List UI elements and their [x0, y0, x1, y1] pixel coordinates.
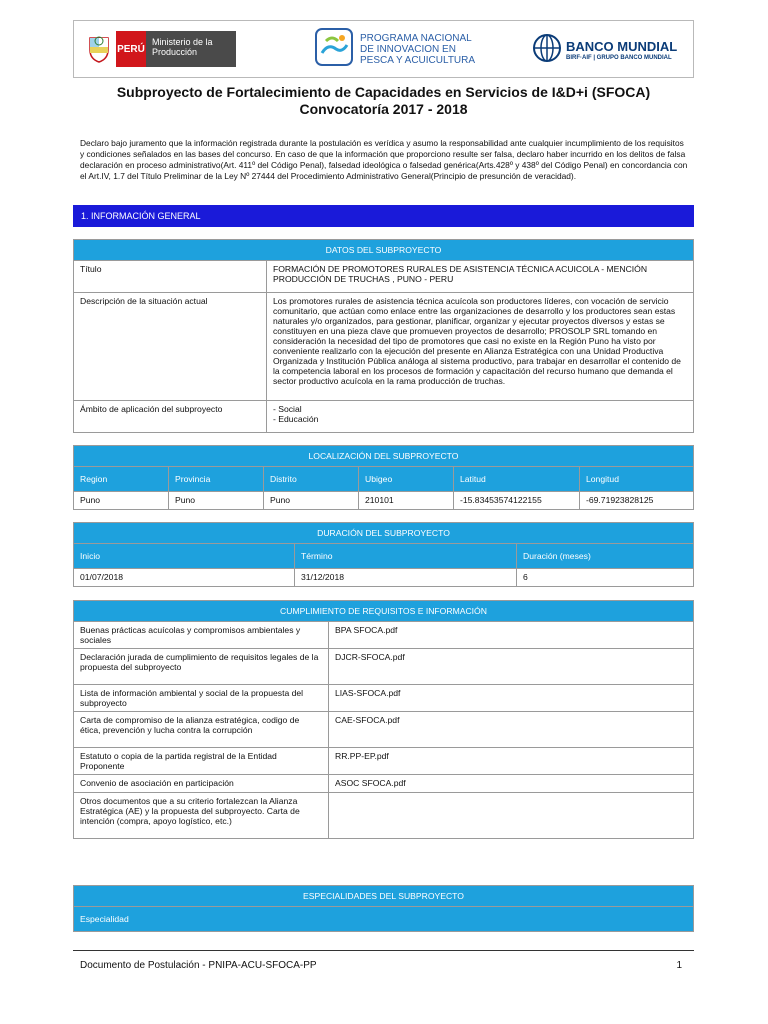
duration-header: DURACIÓN DEL SUBPROYECTO — [74, 523, 694, 544]
requirement-file[interactable]: LIAS-SFOCA.pdf — [329, 685, 694, 712]
col-ubigeo: Ubigeo — [359, 467, 454, 492]
col-termino: Término — [295, 544, 517, 569]
requirement-file[interactable]: RR.PP-EP.pdf — [329, 748, 694, 775]
cell-ubigeo: 210101 — [359, 492, 454, 510]
scope-value — [267, 401, 694, 433]
requirement-label: Otros documentos que a su criterio fortalezcan la Alianza Estratégica (AE) y la propuesta del subproyecto. Carta de intención (compra, apoyo logístico, etc.) — [74, 793, 329, 839]
globe-icon — [532, 33, 562, 68]
title-value: FORMACIÓN DE PROMOTORES RURALES DE ASISTENCIA TÉCNICA ACUICOLA - MENCIÓN PRODUCCIÓN DE TRUCHAS , PUNO - PERU — [267, 261, 694, 293]
col-provincia: Provincia — [169, 467, 264, 492]
peru-ministry-logo — [82, 31, 236, 67]
cell-distrito: Puno — [264, 492, 359, 510]
requirements-table — [73, 600, 694, 839]
scope-item: - Educación — [273, 414, 319, 424]
pnipa-line-2: DE INNOVACION EN — [360, 43, 456, 55]
requirement-label: Lista de información ambiental y social de la propuesta del subproyecto — [74, 685, 329, 712]
footer-doc-label: Documento de Postulación - PNIPA-ACU-SFOCA-PP — [80, 960, 317, 971]
cell-longitud: -69.71923828125 — [580, 492, 694, 510]
requirement-file[interactable]: BPA SFOCA.pdf — [329, 622, 694, 649]
requirement-file[interactable] — [329, 793, 694, 839]
col-latitud: Latitud — [454, 467, 580, 492]
world-bank-logo — [532, 33, 677, 68]
logo-bar — [73, 20, 694, 78]
cell-latitud: -15.83453574122155 — [454, 492, 580, 510]
cell-region: Puno — [74, 492, 169, 510]
world-bank-subtitle: BIRF·AIF | GRUPO BANCO MUNDIAL — [566, 54, 672, 61]
col-inicio: Inicio — [74, 544, 295, 569]
title-line-1: Subproyecto de Fortalecimiento de Capacidades en Servicios de I&D+i (SFOCA) — [116, 84, 651, 100]
pnipa-line-1: PROGRAMA NACIONAL — [360, 32, 472, 44]
pnipa-emblem-icon — [314, 27, 354, 72]
cell-termino: 31/12/2018 — [295, 569, 517, 587]
col-region: Region — [74, 467, 169, 492]
requirement-file[interactable]: CAE-SFOCA.pdf — [329, 712, 694, 748]
col-duracion: Duración (meses) — [517, 544, 694, 569]
world-bank-name: BANCO MUNDIAL — [566, 38, 678, 54]
col-longitud: Longitud — [580, 467, 694, 492]
page-number: 1 — [676, 960, 682, 971]
cell-duracion: 6 — [517, 569, 694, 587]
peru-coat-of-arms-icon — [82, 31, 116, 67]
cell-inicio: 01/07/2018 — [74, 569, 295, 587]
location-header: LOCALIZACIÓN DEL SUBPROYECTO — [74, 446, 694, 467]
requirement-label: Convenio de asociación en participación — [74, 775, 329, 793]
title-line-2: Convocatoría 2017 - 2018 — [299, 101, 468, 117]
cell-provincia: Puno — [169, 492, 264, 510]
scope-item: - Social — [273, 404, 302, 414]
footer-divider — [73, 950, 694, 951]
requirements-header: CUMPLIMIENTO DE REQUISITOS E INFORMACIÓN — [74, 601, 694, 622]
pnipa-logo — [314, 27, 475, 71]
description-label: Descripción de la situación actual — [74, 293, 267, 401]
requirement-file[interactable]: DJCR-SFOCA.pdf — [329, 649, 694, 685]
page-footer — [80, 960, 688, 971]
ministry-label: Ministerio de la Producción — [146, 31, 236, 67]
pnipa-line-3: PESCA Y ACUICULTURA — [360, 54, 476, 66]
duration-table — [73, 522, 694, 587]
specialties-header: ESPECIALIDADES DEL SUBPROYECTO — [74, 886, 694, 907]
col-especialidad: Especialidad — [74, 907, 694, 932]
title-label: Título — [74, 261, 267, 293]
requirement-label: Buenas prácticas acuícolas y compromisos ambientales y sociales — [74, 622, 329, 649]
project-data-table — [73, 239, 694, 433]
description-value: Los promotores rurales de asistencia técnica acuícola son productores líderes, con vocación de servicio comunitario, que actúan como enlace entre las organizaciones de desarrollo y los productores sean estas naturales y/o organizados, para gestionar, planificar, organizar y ejecutar proyectos diversos y estas se constituyen en una pieza clave que promueven proyectos de desarrollo; PROSOLP SRL tomando en consideración la necesidad del tipo de promotores que casi no existe en la Región Puno ha visto por conveniente realizarlo con la ejecución del presente en Alianza Estratégica con una Unidad Productiva Organizada y Institución Pública análoga al sistema productivo, para trabajar en desarrollar el contenido de la competencia laboral en los procesos de formación y capacitación del recurso humano que demanda el sector productivo acuícola en la rama producción de truchas. — [267, 293, 694, 401]
requirement-label: Estatuto o copia de la partida registral de la Entidad Proponente — [74, 748, 329, 775]
peru-label: PERÚ — [116, 31, 146, 67]
col-distrito: Distrito — [264, 467, 359, 492]
requirement-file[interactable]: ASOC SFOCA.pdf — [329, 775, 694, 793]
project-data-header: DATOS DEL SUBPROYECTO — [74, 240, 694, 261]
sworn-declaration: Declaro bajo juramento que la información registrada durante la postulación es verídica y asumo la responsabilidad ante cualquier incumplimiento de los requisitos y condiciones señalados en las bases del concurso. En caso de que la información que proporciono resulte ser falsa, declaro haber incurrido en los delitos de falsa declaración en proceso administrativo(Art. 411º del Código Penal), falsedad ideológica o falsedad genérica(Arts.428º y 438º del Código Penal) en concordancia con el Art.IV, 1.7 del Título Preliminar de la Ley Nº 27444 del Procedimiento Administrativo General(Principio de presunción de veracidad). — [80, 138, 688, 181]
requirement-label: Declaración jurada de cumplimiento de requisitos legales de la propuesta del subproyecto — [74, 649, 329, 685]
specialties-table — [73, 885, 694, 932]
requirement-label: Carta de compromiso de la alianza estratégica, codigo de ética, prevención y lucha contra la corrupción — [74, 712, 329, 748]
document-title — [73, 84, 694, 118]
section-heading-general-info: 1. INFORMACIÓN GENERAL — [73, 205, 694, 227]
scope-label: Ámbito de aplicación del subproyecto — [74, 401, 267, 433]
location-table — [73, 445, 694, 510]
